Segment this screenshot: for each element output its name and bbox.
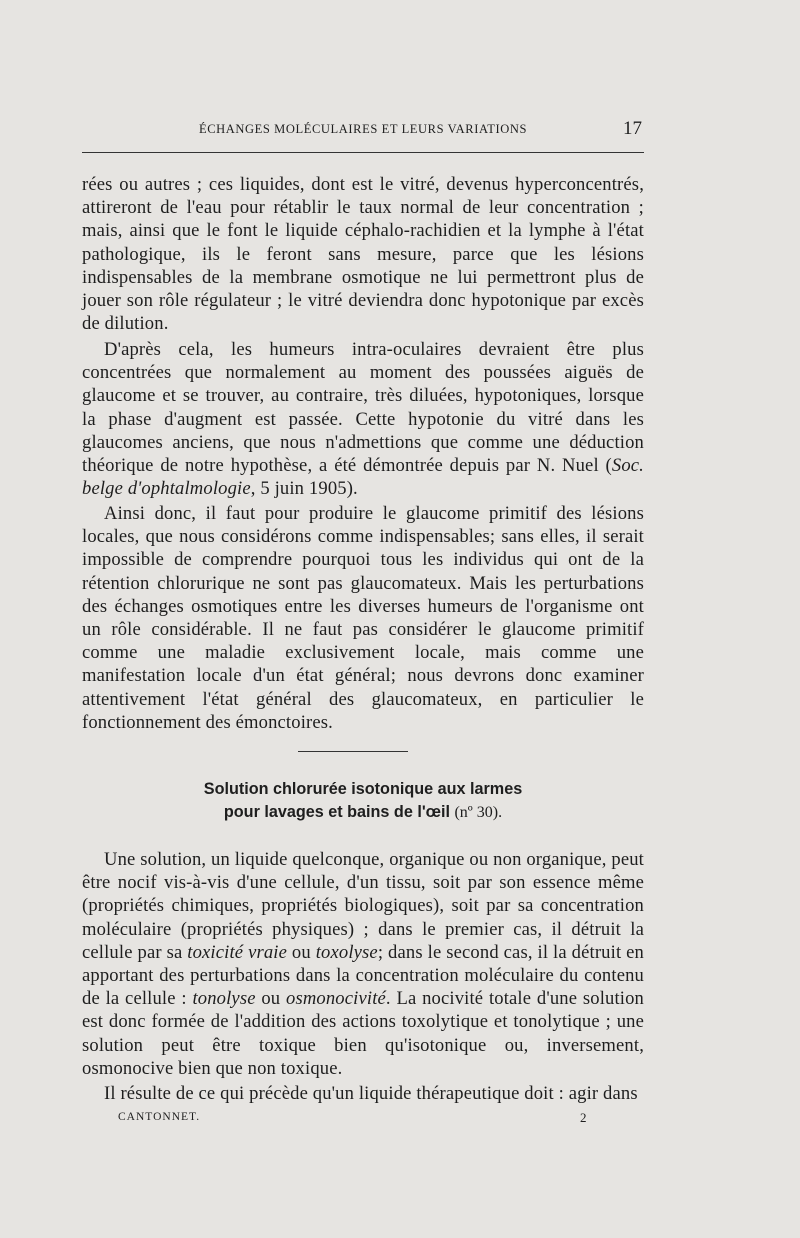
- term-tonolyse: tonolyse: [192, 988, 256, 1010]
- journal-reference: Soc. belge d'ophtalmologie: [82, 455, 644, 500]
- paragraph-3: Ainsi donc, il faut pour produire le glaucome primitif des lésions locales, que nous considérons comme indispensables; sans elles, il serait impossible de comprendre pourquoi tous les individus qui ont de la rétention chlorurique ne sont pas glaucomateux. Mais les perturbations des échanges osmotiques entre les diverses humeurs de l'organisme ont un rôle considérable. Il ne faut pas considérer le glaucome primitif comme une maladie exclusivement locale, mais comme une manifestation locale d'un état général; nous devrons donc examiner attentivement l'état général des glaucomateux, en particulier le fonctionnement des émonctoires.: [82, 503, 644, 733]
- header-rule: [82, 152, 644, 153]
- paragraph-4-text-a: Une solution, un liquide quelconque, organique ou non organique, peut être nocif vis-à-vis d'une cellule, d'un tissu, soit par son essence même (propriétés chimiques, propriétés biologiques), soit par sa concentration moléculaire (propriétés physiques) ; dans le premier cas, il détruit la cellule par sa: [82, 849, 644, 963]
- paragraph-4-text-b: ou: [287, 941, 316, 963]
- running-head: [82, 118, 644, 148]
- paragraph-4-text-d: ou: [255, 988, 286, 1010]
- running-title: ÉCHANGES MOLÉCULAIRES ET LEURS VARIATIONS: [198, 122, 528, 136]
- section-number: (nº 30).: [454, 804, 503, 821]
- paragraph-4-text-e: . La nocivité totale d'une solution est donc formée de l'addition des actions toxolytique et tonolytique ; une solution peut être toxique bien qu'isotonique ou, inversement, osmonocive bien que non toxique.: [82, 988, 644, 1079]
- section-title-line-2-text: pour lavages et bains de l'œil: [223, 803, 450, 821]
- paragraph-2-text-a: D'après cela, les humeurs intra-oculaires devraient être plus concentrées que normalement au moment des poussées aiguës de glaucome et se trouver, au contraire, très diluées, hypotoniques, lorsque la phase d'augment est passée. Cette hypotonie du vitré dans les glaucomes anciens, que nous n'admettions que comme une déduction théorique de notre hypothèse, a été démontrée depuis par N. Nuel (: [82, 339, 644, 477]
- paragraph-1: rées ou autres ; ces liquides, dont est le vitré, devenus hyperconcentrés, attireront de l'eau pour rétablir le taux normal de leur concentration ; mais, ainsi que le font le liquide céphalo-rachidien et la lymphe à l'état pathologique, ils le feront sans mesure, parce que les lésions indispensables de la membrane osmotique ne lui permettront plus de jouer son rôle régulateur ; le vitré deviendra donc hypotonique par excès de dilution.: [82, 174, 644, 335]
- paragraph-4-text-c: ; dans le second cas, il la détruit en apportant des perturbations dans la concentration moléculaire du contenu de la cellule :: [82, 941, 644, 1010]
- term-toxicite-vraie: toxicité vraie: [187, 941, 288, 963]
- paragraph-2: [82, 338, 644, 500]
- paragraph-2-text-b: , 5 juin 1905).: [250, 478, 358, 500]
- section-title: [82, 778, 644, 824]
- paragraph-5: Il résulte de ce qui précède qu'un liquide thérapeutique doit : agir dans: [104, 1083, 638, 1104]
- footer-signature: CANTONNET.: [118, 1111, 201, 1123]
- term-osmonocivite: osmonocivité: [286, 988, 386, 1010]
- paragraph-4: [82, 848, 644, 1080]
- section-divider: [298, 751, 408, 752]
- footer-sheet-number: 2: [580, 1110, 587, 1125]
- term-toxolyse: toxolyse: [315, 941, 378, 963]
- section-title-line-2: [82, 801, 644, 824]
- section-title-line-1: Solution chlorurée isotonique aux larmes: [203, 780, 523, 798]
- page-number: 17: [623, 118, 642, 139]
